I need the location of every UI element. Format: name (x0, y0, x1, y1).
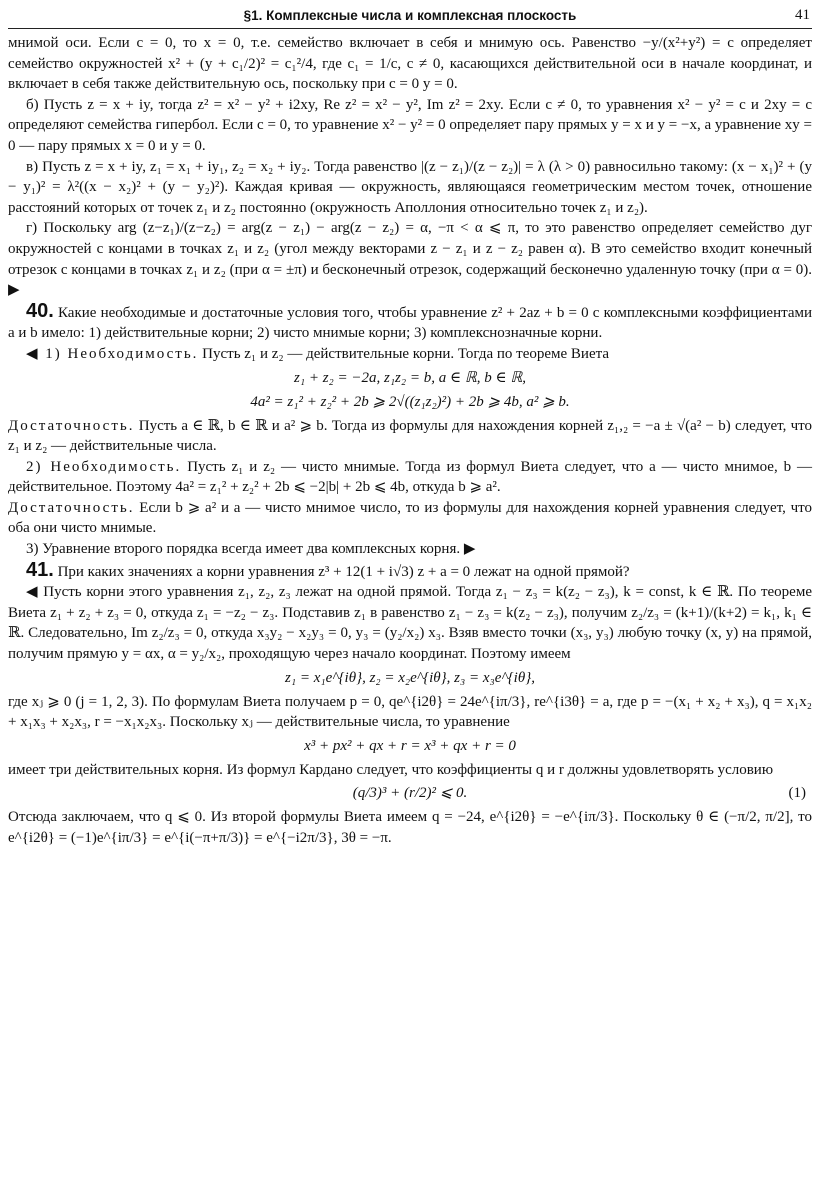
page (8, 6, 812, 1194)
problem-40-solution-3: 3) Уравнение второго порядка всегда имеет два комплексных корня. ▶ (26, 541, 476, 558)
necessity-label-2: 2) Необходимость. (26, 458, 182, 475)
paragraph-continuation: мнимой оси. Если c = 0, то x = 0, т.е. семейство включает в себя и мнимую ось. Равенство −y/(x²+y²) = c определяет семейство окружностей x² + (y + c₁/2)² = c₁²/4, где c₁ = 1/c, c ≠ 0, касающихся действительной оси в начале координат, и включает в себя также действительную ось, поскольку при c = 0 y = 0. (8, 35, 812, 93)
section-title: §1. Комплексные числа и комплексная плоскость (243, 8, 577, 23)
problem-41-solution-3: имеет три действительных корня. Из формул Кардано следует, что коэффициенты q и r должны удовлетворять условию (8, 761, 774, 778)
problem-40-text: Какие необходимые и достаточные условия того, чтобы уравнение z² + 2az + b = 0 с комплексными коэффициентами a и b имело: 1) действительные корни; 2) чисто мнимые корни; 3) комплекснозначные корни. (8, 304, 813, 342)
necessity-text-1: Пусть z₁ и z₂ — действительные корни. Тогда по теореме Виета (202, 345, 609, 362)
problem-41-solution-2: где xⱼ ⩾ 0 (j = 1, 2, 3). По формулам Виета получаем p = 0, qe^{i2θ} = 24e^{iπ/3}, re^{i3θ} = a, где p = −(x₁ + x₂ + x₃), q = x₁x₂ + x₁x₃ + x₂x₃, r = −x₁x₂x₃. Поскольку xⱼ — действительные числа, то уравнение (8, 693, 812, 731)
formula-cardano-body: (q/3)³ + (r/2)² ⩽ 0. (352, 785, 468, 802)
formula-vieta: z₁ + z₂ = −2a, z₁z₂ = b, a ∈ ℝ, b ∈ ℝ, (294, 369, 526, 386)
paragraph-g: г) Поскольку arg (z−z₁)/(z−z₂) = arg(z − z₁) − arg(z − z₂) = α, −π < α ⩽ π, то это равенство определяет семейство дуг окружностей с концами в точках z₁ и z₂ (угол между векторами z − z₁ и z − z₂ равен α). В это семейство входит конечный отрезок с концами в точках z₁ и z₂ (при α = ±π) и бесконечный отрезок, содержащий бесконечно удаленную точку (при α = 0). ▶ (8, 220, 812, 299)
paragraph-b: б) Пусть z = x + iy, тогда z² = x² − y² + i2xy, Re z² = x² − y², Im z² = 2xy. Если c ≠ 0, то уравнения x² − y² = c и 2xy = c определяют семейства гипербол. Если c = 0, то уравнение x² − y² = 0 определяет пару прямых y = x и y = −x, а уравнение xy = 0 — пару прямых x = 0 и y = 0. (8, 96, 812, 154)
problem-41-solution-1: ◀ Пусть корни этого уравнения z₁, z₂, z₃ лежат на одной прямой. Тогда z₁ − z₃ = k(z₂ − z₃), k = const, k ∈ ℝ. По теореме Виета z₁ + z₂ + z₃ = 0, откуда z₁ = −z₂ − z₃. Подставив z₁ в равенство z₁ − z₃ = k(z₂ − z₃), получим z₂/z₃ = (k+1)/(k+2) = k₁, k₁ ∈ ℝ. Следовательно, Im z₂/z₃ = 0, откуда x₃y₂ − x₂y₃ = 0, y₃ = (y₂/x₂) x₃. Взяв вместо точки (x₃, y₃) любую точку (x, y) на прямой, получим прямую y = αx, α = y₂/x₂, проходящую через начало координат. Поэтому имеем (8, 584, 812, 663)
necessity-label-1: ◀ 1) Необходимость. (26, 345, 199, 362)
sufficiency-label-1: Достаточность. (8, 417, 135, 434)
problem-41-text: При каких значениях a корни уравнения z³ + 12(1 + i√3) z + a = 0 лежат на одной прямой? (57, 563, 630, 580)
problem-41-statement (8, 560, 812, 583)
sufficiency-label-2: Достаточность. (8, 499, 135, 516)
problem-40-number: 40. (26, 299, 54, 322)
necessity-text-2: Пусть z₁ и z₂ — чисто мнимые. Тогда из формул Виета следует, что a — чисто мнимое, b — действительное. Поэтому 4a² = z₁² + z₂² + 2b ⩽ −2|b| + 2b ⩽ 4b, откуда b ⩾ a². (8, 458, 812, 496)
problem-41-number: 41. (26, 558, 54, 581)
formula-inequality: 4a² = z₁² + z₂² + 2b ⩾ 2√((z₁z₂)²) + 2b ⩾ 4b, a² ⩾ b. (250, 393, 570, 410)
page-number: 41 (795, 7, 810, 23)
problem-40-solution-2 (8, 457, 812, 498)
sufficiency-text-2: Если b ⩾ a² и a — чисто мнимое число, то из формулы для нахождения корней уравнения следует, что оба они чисто мнимые. (8, 499, 813, 537)
sufficiency-1 (8, 416, 812, 457)
sufficiency-2 (8, 498, 812, 539)
formula-cardano (8, 783, 812, 804)
problem-40-solution-1 (8, 344, 812, 365)
formula-roots: z₁ = x₁e^{iθ}, z₂ = x₂e^{iθ}, z₃ = x₃e^{iθ}, (285, 669, 535, 686)
formula-cubic: x³ + px² + qx + r = x³ + qx + r = 0 (304, 737, 516, 754)
sufficiency-text-1: Пусть a ∈ ℝ, b ∈ ℝ и a² ⩾ b. Тогда из формулы для нахождения корней z₁,₂ = −a ± √(a² − b) следует, что z₁ и z₂ — действительные числа. (8, 417, 812, 455)
paragraph-v: в) Пусть z = x + iy, z₁ = x₁ + iy₁, z₂ = x₂ + iy₂. Тогда равенство |(z − z₁)/(z − z₂)| = λ (λ > 0) равносильно такому: (x − x₁)² + (y − y₁)² = λ²((x − x₂)² + (y − y₂)²). Каждая кривая — окружность, являющаяся геометрическим местом точек, отношение расстояний которых от точек z₁ и z₂ постоянно (окружность Аполлония относительно точек z₁ и z₂). (8, 158, 812, 216)
equation-number: (1) (788, 785, 806, 802)
problem-40-statement (8, 301, 812, 344)
running-header (8, 6, 812, 29)
problem-41-solution-4: Отсюда заключаем, что q ⩽ 0. Из второй формулы Виета имеем q = −24, e^{i2θ} = −e^{iπ/3}. Поскольку θ ∈ (−π/2, π/2], то e^{i2θ} = (−1)e^{iπ/3} = e^{i(−π+π/3)} = e^{−i2π/3}, 3θ = −π. (8, 809, 812, 846)
